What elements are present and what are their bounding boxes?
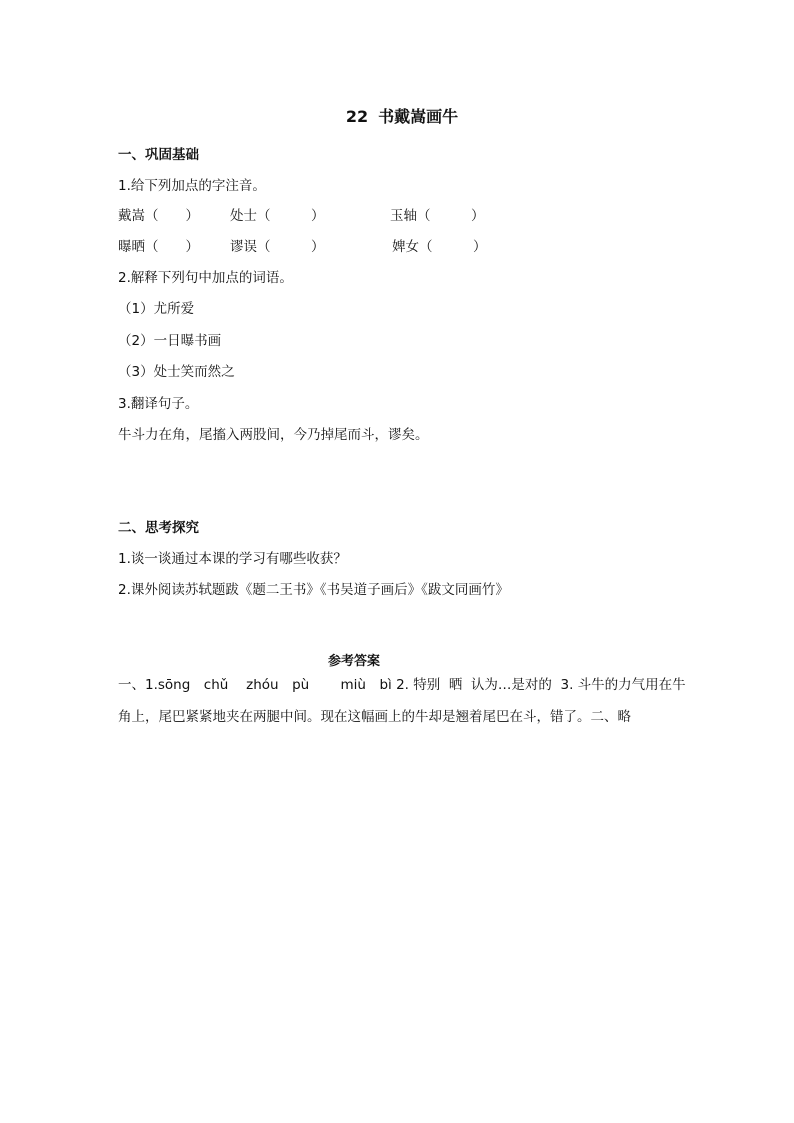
answers-heading: 参考答案 [327, 654, 380, 669]
lesson-number: 22 [345, 107, 369, 126]
pinyin-item: 婢女（ ） [392, 239, 487, 255]
pinyin-item: 玉轴（ ） [390, 208, 485, 224]
page-title [0, 106, 794, 128]
answers-line-2: 角上，尾巴紧紧地夹在两腿中间。现在这幅画上的牛却是翘着尾巴在斗，错了。二、略 [118, 709, 631, 725]
pinyin-item: 谬误（ ） [230, 239, 325, 255]
question-2-item: （1）尤所爱 [118, 301, 195, 317]
question-2-item: （2）一日曝书画 [118, 333, 222, 349]
question-2-item: （3）处士笑而然之 [118, 364, 235, 380]
lesson-title: 书戴嵩画牛 [378, 107, 459, 126]
question-3: 3.翻译句子。 [118, 396, 199, 412]
pinyin-item: 戴嵩（ ） [118, 208, 199, 224]
section-heading-basics: 一、巩固基础 [118, 147, 199, 163]
explore-question-2: 2.课外阅读苏轼题跋《题二王书》《书吴道子画后》《跋文同画竹》 [118, 582, 509, 598]
question-2: 2.解释下列句中加点的词语。 [118, 270, 293, 286]
pinyin-item: 曝晒（ ） [118, 239, 199, 255]
question-1: 1.给下列加点的字注音。 [118, 178, 266, 194]
answers-line-1: 一、1.sōng chǔ zhóu pù miù bì 2. 特别 晒 认为…是对的 3. 斗牛的力气用在牛 [118, 677, 686, 693]
question-3-text: 牛斗力在角，尾搐入两股间，今乃掉尾而斗，谬矣。 [118, 427, 429, 443]
pinyin-item: 处士（ ） [230, 208, 325, 224]
explore-question-1: 1.谈一谈通过本课的学习有哪些收获？ [118, 551, 347, 567]
section-heading-explore: 二、思考探究 [118, 520, 199, 536]
